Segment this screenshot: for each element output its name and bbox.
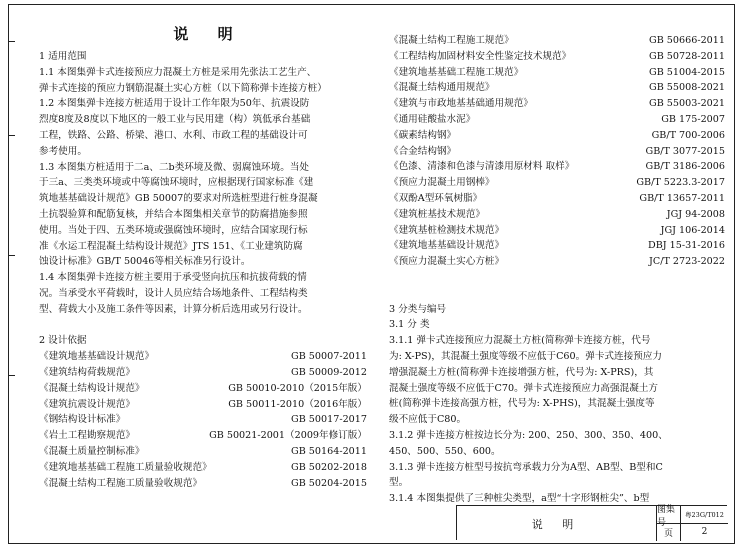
reference-item [389, 96, 725, 112]
ref-name: 《钢结构设计标准》 [39, 414, 126, 426]
text-line: 况。当承受水平荷载时，设计人员应结合场地条件、工程结构类 [39, 287, 308, 299]
ref-name: 《建筑与市政地基基础通用规范》 [389, 98, 533, 110]
reference-item [389, 80, 725, 96]
reference-item [389, 112, 725, 128]
page-title: 说 明 [173, 25, 245, 43]
text-line: 3.1.1 弹卡式连接预应力混凝土方桩(简称弹卡连接方桩，代号 [389, 335, 651, 347]
ref-code: GB/T 3186-2006 [645, 161, 725, 173]
margin-tick [9, 375, 15, 376]
ref-code: GB/T 13657-2011 [639, 192, 725, 204]
ref-code: JC/T 2723-2022 [649, 256, 725, 268]
ref-name: 《建筑桩基技术规范》 [389, 208, 485, 220]
classification-section [389, 302, 725, 507]
reference-list [39, 349, 367, 491]
ref-name: 《预应力混凝土实心方桩》 [389, 256, 505, 268]
reference-item [39, 460, 367, 476]
right-column [389, 33, 725, 507]
reference-item [389, 223, 725, 239]
text-line: 混凝土强度等级不应低于C70。弹卡式连接预应力高强混凝土方 [389, 382, 658, 394]
ref-code: GB 50009-2012 [291, 366, 367, 378]
drawing-sheet [8, 4, 735, 544]
text-line: 土抗裂验算和配筋复核，并结合本图集相关章节的防腐措施参照 [39, 208, 308, 220]
ref-name: 《混凝土结构工程施工规范》 [389, 35, 514, 46]
reference-item [389, 159, 725, 175]
ref-code: GB 50017-2017 [291, 414, 367, 426]
text-line: 筑地基基础设计规范》GB 50007的要求对所选桩型进行桩身混凝 [39, 193, 318, 205]
ref-name: 《建筑结构荷载规范》 [39, 366, 135, 378]
reference-item [39, 349, 367, 365]
ref-code: GB 50204-2015 [291, 477, 367, 489]
text-line: 1.4 本图集弹卡连接方桩主要用于承受竖向抗压和抗拔荷载的情 [39, 272, 307, 284]
reference-item [389, 49, 725, 65]
atlas-number-row [657, 504, 728, 528]
ref-code: DBJ 15-31-2016 [648, 240, 725, 252]
reference-list-continued [389, 33, 725, 270]
reference-item [389, 175, 725, 191]
reference-item [389, 207, 725, 223]
left-column [39, 49, 367, 491]
text-line: 级不应低于C80。 [389, 414, 467, 426]
reference-item [39, 365, 367, 381]
ref-code: GB/T 3077-2015 [645, 145, 725, 157]
ref-name: 《建筑地基基础工程施工质量验收规范》 [39, 461, 212, 473]
text-line: 弹卡式连接的预应力钢筋混凝土实心方桩（以下简称弹卡连接方桩） [39, 82, 327, 94]
ref-code: JGJ 106-2014 [660, 224, 725, 236]
text-line: 3.1.3 弹卡连接方桩型号按抗弯承载力分为A型、AB型、B型和C [389, 461, 663, 473]
reference-item [39, 397, 367, 413]
reference-item [389, 144, 725, 160]
text-line: 增强混凝土方桩(简称弹卡连接增强方桩，代号为: X-PRS)，其 [389, 366, 654, 378]
ref-name: 《岩土工程勘察规范》 [39, 430, 135, 442]
ref-code: GB/T 700-2006 [651, 129, 725, 141]
margin-tick [9, 135, 15, 136]
reference-item [389, 191, 725, 207]
text-line: 为: X-PS)，其混凝土强度等级不应低于C60。弹卡式连接预应力 [389, 350, 662, 362]
text-line: 3.1 分 类 [389, 319, 430, 331]
reference-item [389, 238, 725, 254]
text-line: 准《水运工程混凝土结构设计规范》JTS 151、《工业建筑防腐 [39, 240, 303, 252]
atlas-number-value: 粤23G/T012 [685, 511, 724, 519]
ref-name: 《通用硅酸盐水泥》 [389, 113, 476, 125]
text-line: 3.1.2 弹卡连接方桩按边长分为: 200、250、300、350、400、 [389, 429, 668, 441]
ref-name: 《混凝土结构工程施工质量验收规范》 [39, 477, 203, 489]
ref-name: 《混凝土结构设计规范》 [39, 382, 145, 394]
ref-name: 《建筑抗震设计规范》 [39, 398, 135, 410]
reference-item [39, 412, 367, 428]
ref-code: GB/T 5223.3-2017 [636, 177, 725, 189]
ref-code: GB 51004-2015 [649, 66, 725, 78]
text-line: 1.2 本图集弹卡连接方桩适用于设计工作年限为50年、抗震设防 [39, 98, 310, 110]
page-label: 页 [657, 523, 681, 541]
reference-item [389, 128, 725, 144]
page-number: 2 [701, 527, 708, 537]
ref-name: 《合金结构钢》 [389, 145, 457, 157]
text-line: 蚀设计标准》GB/T 50046等相关标准另行设计。 [39, 256, 251, 268]
title-block-info [657, 506, 728, 541]
title-block [456, 505, 727, 540]
text-line: 450、500、550、600。 [389, 445, 501, 457]
margin-tick [9, 255, 15, 256]
text-line: 1 适用范围 [39, 51, 87, 62]
ref-name: 《混凝土结构通用规范》 [389, 82, 495, 94]
ref-name: 《色漆、清漆和色漆与清漆用原材料 取样》 [389, 161, 575, 173]
text-line: 3.1.4 本图集提供了三种桩尖类型，a型“十字形钢桩尖”、b型 [389, 493, 650, 505]
margin-tick [9, 41, 15, 42]
ref-code: GB 50007-2011 [291, 351, 367, 363]
ref-code: GB 50010-2010（2015年版） [228, 382, 367, 394]
ref-name: 《碳素结构钢》 [389, 129, 457, 141]
text-line: 工程，铁路、公路、桥梁、港口、水利、市政工程的基础设计可 [39, 129, 308, 141]
reference-item [39, 428, 367, 444]
ref-code: JGJ 94-2008 [666, 208, 725, 220]
ref-name: 《预应力混凝土用钢棒》 [389, 177, 495, 189]
ref-name: 《建筑地基基础设计规范》 [39, 351, 155, 363]
scope-section [39, 49, 367, 318]
text-line: 烈度8度及8度以下地区的一般工业与民用建（构）筑低承台基础 [39, 114, 311, 126]
reference-item [39, 381, 367, 397]
ref-name: 《建筑基桩检测技术规范》 [389, 224, 505, 236]
page-row [657, 523, 728, 541]
ref-name: 《工程结构加固材料安全性鉴定技术规范》 [389, 50, 572, 62]
ref-code: GB 50164-2011 [291, 445, 367, 457]
ref-name: 《混凝土质量控制标准》 [39, 445, 145, 457]
text-line: 使用。当处于四、五类环境或强腐蚀环境时，应结合国家现行标 [39, 224, 308, 236]
ref-code: GB 175-2007 [661, 113, 725, 125]
section-heading: 2 设计依据 [39, 335, 87, 347]
section-heading: 3 分类与编号 [389, 303, 447, 315]
text-line: 桩(简称弹卡连接高强方桩，代号为: X-PHS)，其混凝土强度等 [389, 398, 655, 410]
reference-item [389, 254, 725, 270]
ref-code: GB 55008-2021 [649, 82, 725, 94]
ref-code: GB 50202-2018 [291, 461, 367, 473]
text-line: 于三a、三类类环境或中等腐蚀环境时，应根据现行国家标准《建 [39, 177, 314, 189]
title-block-name: 说 明 [457, 506, 657, 541]
text-line: 型、荷载大小及施工条件等因素，计算分析后选用或另行设计。 [39, 303, 308, 315]
ref-code: GB 50011-2010（2016年版） [228, 398, 367, 410]
ref-code: GB 50021-2001（2009年修订版） [209, 430, 367, 442]
ref-code: GB 55003-2021 [649, 98, 725, 110]
text-line: 1.3 本图集方桩适用于二a、二b类环境及微、弱腐蚀环境。当处 [39, 161, 310, 173]
ref-name: 《建筑地基基础工程施工规范》 [389, 66, 524, 78]
text-line: 1.1 本图集弹卡式连接预应力混凝土方桩是采用先张法工艺生产、 [39, 66, 317, 78]
ref-name: 《双酚A型环氧树脂》 [389, 192, 483, 204]
ref-name: 《建筑地基基础设计规范》 [389, 240, 505, 252]
reference-item [39, 444, 367, 460]
text-line: 参考使用。 [39, 145, 87, 157]
reference-item [389, 33, 725, 49]
ref-code: GB 50666-2011 [649, 35, 725, 46]
reference-item [389, 65, 725, 81]
ref-code: GB 50728-2011 [649, 50, 725, 62]
atlas-number-label: 图集号 [657, 506, 681, 523]
text-line: 型。 [389, 477, 409, 489]
reference-item [39, 476, 367, 492]
